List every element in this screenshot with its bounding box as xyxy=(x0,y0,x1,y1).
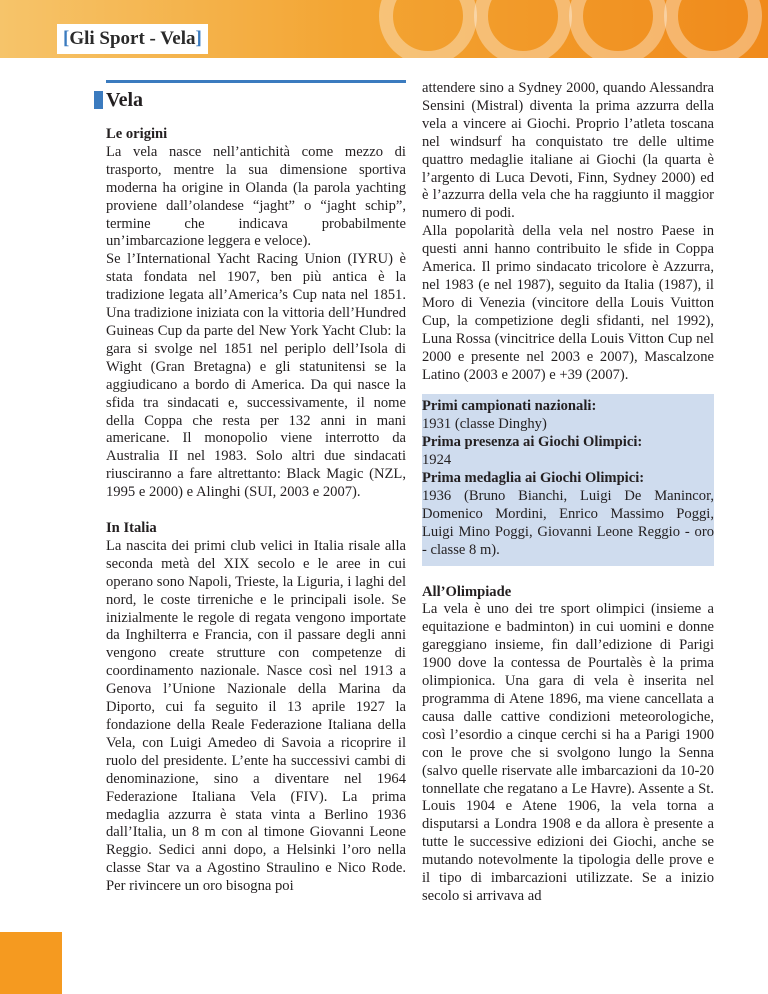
page-title-text: Vela xyxy=(106,89,144,111)
section-marker xyxy=(94,91,103,109)
right-column xyxy=(422,80,714,906)
olympics-paragraph-1: La vela è uno dei tre sport olimpici (insieme a equitazione e badminton) in cui uomini e donne gareggiano insieme, fin dall’edizione di Parigi 1900 dove la contessa de Pourtalès è la prima olimpionica. Una gara di vela è inserita nel programma di Atene 1896, ma viene cancellata a causa dalle cattive condizioni meteorologiche, così l’esordio a cinque cerchi si ha a Parigi 1900 con le prove che si svolgono lungo la Senna (salvo quelle riservate alle imbarcazioni da 10-20 tonnellate che regatano a Le Havre). Assente a St. Louis 1904 e Atene 1906, la vela torna a disputarsi a Londra 1908 e da allora è presente a tutte le successive edizioni dei Giochi, anche se mutando notevolmente la tipologia delle prove e il tipo di imbarcazioni utilizzate. Se a inizio secolo si arrivava ad xyxy=(422,601,714,904)
italy-paragraph-2: attendere sino a Sydney 2000, quando Alessandra Sensini (Mistral) diventa la prima azzurra della vela a vincere ai Giochi. Proprio l’atleta toscana nel windsurf ha conquistato tre delle ultime quattro medaglie italiane ai Giochi (la quarta è l’argento di Luca Devoti, Finn, Sydney 2000) ed è l’azzurra della vela che ha raggiunto il maggior numero di podi. xyxy=(422,80,714,222)
page-title xyxy=(106,88,406,112)
facts-label-2: Prima presenza ai Giochi Olimpici: xyxy=(422,434,643,451)
section-header-title xyxy=(57,24,208,54)
italy-heading: In Italia xyxy=(106,520,157,537)
header-title-text: Gli Sport - Vela xyxy=(69,28,196,49)
bracket-close: ] xyxy=(195,28,202,49)
facts-value-1: 1931 (classe Dinghy) xyxy=(422,416,547,433)
page-header xyxy=(0,0,768,58)
facts-value-2: 1924 xyxy=(422,452,452,469)
spacer xyxy=(106,502,406,520)
section-divider xyxy=(106,80,406,83)
olympics-heading: All’Olimpiade xyxy=(422,583,512,600)
left-column xyxy=(106,80,406,896)
facts-box xyxy=(422,394,714,565)
origins-heading: Le origini xyxy=(106,126,168,142)
olympic-rings-icon xyxy=(368,0,768,58)
facts-value-3: 1936 (Bruno Bianchi, Luigi De Manincor, Domenico Mordini, Enrico Massimo Poggi, Luigi Mino Poggi, Giovanni Leone Reggio - oro - classe 8 m). xyxy=(422,487,714,558)
italy-paragraph-1: La nascita dei primi club velici in Italia risale alla seconda metà del XIX secolo e le aree in cui operano sono Napoli, Trieste, la Liguria, i laghi del nord, le coste tirreniche e le principali isole. Se inizialmente le regole di regata vengono importate da Inghilterra e Francia, con il passare degli anni vengono create strutture con competenze di coordinamento nazionale. Nasce così nel 1913 a Genova l’Unione Nazionale della Marina da Diporto, cui fa seguito il 13 aprile 1927 la fondazione della Reale Federazione Italiana della Vela, con Luigi Amedeo di Savoia a ricoprire il ruolo del presidente. L’ente ha successivi cambi di denominazione, sino a diventare nel 1964 Federazione Italiana Vela (FIV). La prima medaglia azzurra è stata vinta a Berlino 1936 dall’Italia, un 8 m con al timone Giovanni Leone Reggio. Sedici anni dopo, a Helsinki l’oro nella classe Star va a Agostino Straulino e Nico Rode. Per rivincere un oro bisogna poi xyxy=(106,537,406,895)
origins-paragraph-2: Se l’International Yacht Racing Union (IYRU) è stata fondata nel 1907, ben più antica è la tradizione legata all’America’s Cup nata nel 1851. Una tradizione iniziata con la vittoria dell’Hundred Guineas Cup da parte del New York Yacht Club: la gara si svolge nel 1851 nel periplo dell’Isola di Wight (Gran Bretagna) e gli statunitensi se la aggiudicano a bordo di America. Da qui nasce la sfida tra sindacati e, successivamente, il nome della Coppa che resta per 132 anni in mani americane. Il monopolio viene interrotto da Australia II nel 1983. Solo altri due sindacati riusciranno a fare altrettanto: Black Magic (NZL, 1995 e 2000) e Alinghi (SUI, 2003 e 2007). xyxy=(106,251,406,501)
facts-label-3: Prima medaglia ai Giochi Olimpici: xyxy=(422,470,645,487)
italy-paragraph-3: Alla popolarità della vela nel nostro Paese in questi anni hanno contribuito le sfide in Coppa America. Il primo sindacato tricolore è Azzurra, nel 1983 (e nel 1987), seguito da Italia (1987), il Moro di Venezia (vincitore della Louis Vuitton Cup, la competizione degli sfidanti, nel 1992), Luna Rossa (vincitrice della Louis Vitton Cup nel 2000 e presente nel 2003 e 2007), Mascalzone Latino (2003 e 2007) e +39 (2007). xyxy=(422,223,714,383)
corner-accent-block xyxy=(0,932,62,994)
bracket-open: [ xyxy=(63,28,70,49)
facts-label-1: Primi campionati nazionali: xyxy=(422,398,597,415)
origins-paragraph-1: La vela nasce nell’antichità come mezzo di trasporto, mentre la sua dimensione sportiva moderna ha origine in Olanda (la parola yachting proviene dall’olandese “jaght” o “jaght schip”, termine che indicava probabilmente un’imbarcazione leggera e veloce). xyxy=(106,143,406,250)
